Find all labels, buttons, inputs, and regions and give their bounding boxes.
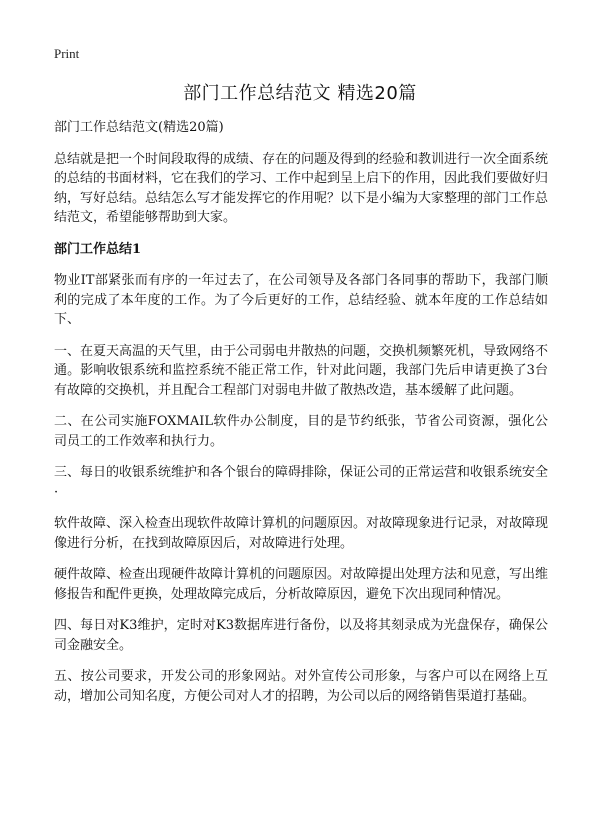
document-body	[54, 118, 548, 718]
body-paragraph: 物业IT部紧张而有序的一年过去了，在公司领导及各部门各同事的帮助下，我部门顺利的完成了本年度的工作。为了今后更好的工作，总结经验、就本年度的工作总结如下、	[54, 273, 548, 327]
body-paragraph: 硬件故障、检查出现硬件故障计算机的问题原因。对故障提出处理方法和见意，写出维修报告和配件更换，处理故障完成后，分析故障原因，避免下次出现同种情况。	[54, 567, 549, 602]
section-heading: 部门工作总结1	[54, 241, 142, 257]
body-paragraph: 软件故障、深入检查出现软件故障计算机的问题原因。对故障现象进行记录，对故障现像进行分析，在找到故障原因后，对故障进行处理。	[54, 516, 549, 551]
body-paragraph: 一、在夏天高温的天气里，由于公司弱电井散热的问题，交换机频繁死机，导致网络不通。影响收银系统和监控系统不能正常工作，针对此问题，我部门先后申请更换了3台有故障的交换机，并且配合工程部门对弱电井做了散热改造，基本缓解了此问题。	[54, 343, 549, 398]
document-subtitle: 部门工作总结范文(精选20篇)	[54, 120, 224, 135]
body-paragraph: 二、在公司实施FOXMAIL软件办公制度，目的是节约纸张，节省公司资源，强化公司员工的工作效率和执行力。	[54, 414, 548, 449]
print-link[interactable]: Print	[54, 46, 80, 61]
body-paragraph: 三、每日的收银系统维护和各个银台的障碍排除，保证公司的正常运营和收银系统安全·	[54, 465, 549, 500]
body-paragraph: 四、每日对K3维护，定时对K3数据库进行备份，以及将其刻录成为光盘保存，确保公司金融安全。	[54, 618, 548, 653]
intro-paragraph: 总结就是把一个时间段取得的成绩、存在的问题及得到的经验和教训进行一次全面系统的总结的书面材料，它在我们的学习、工作中起到呈上启下的作用，因此我们要做好归纳，写好总结。总结怎么写才能发挥它的作用呢？以下是小编为大家整理的部门工作总结范文，希望能够帮助到大家。	[54, 151, 549, 225]
body-paragraph: 五、按公司要求，开发公司的形象网站。对外宣传公司形象，与客户可以在网络上互动，增加公司知名度，方便公司对人才的招聘，为公司以后的网络销售渠道打基础。	[54, 669, 548, 704]
page-title: 部门工作总结范文 精选20篇	[183, 83, 417, 104]
